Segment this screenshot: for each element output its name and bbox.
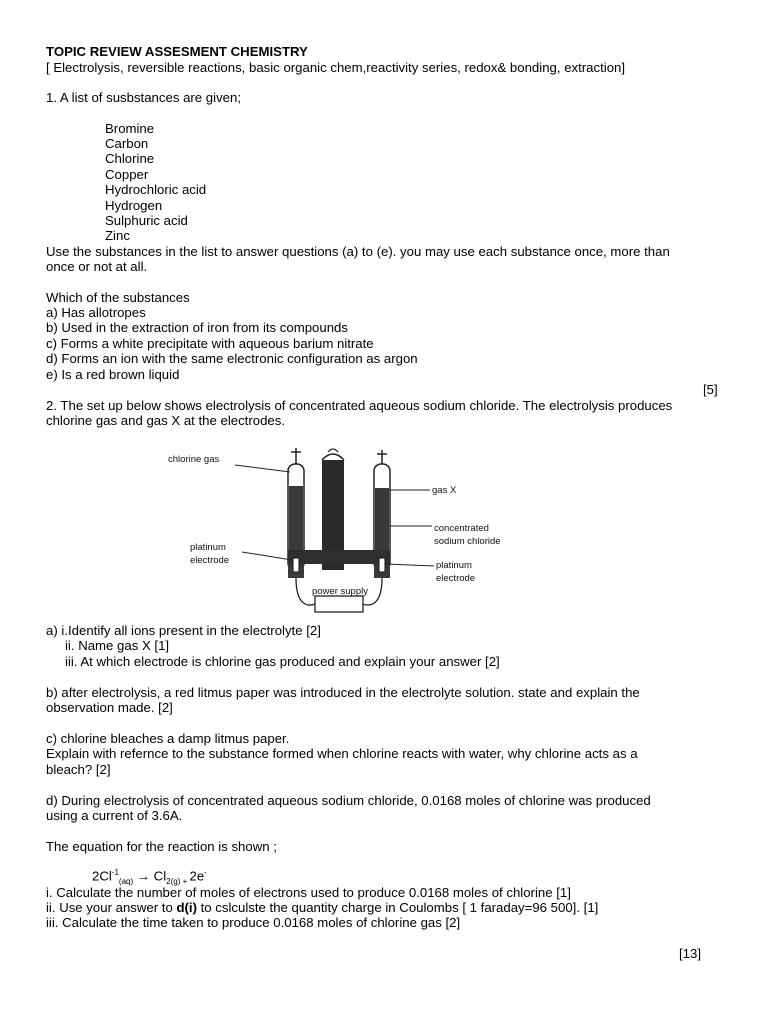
q1-which: Which of the substances bbox=[46, 290, 190, 305]
q1-instruction: once or not at all. bbox=[46, 259, 148, 274]
q2-intro: 2. The set up below shows electrolysis of concentrated aqueous sodium chloride. The electrolysis produces bbox=[46, 398, 673, 413]
right-electrode bbox=[379, 558, 385, 572]
topics-line: [ Electrolysis, reversible reactions, basic organic chem,reactivity series, redox& bonding, extraction] bbox=[46, 60, 626, 75]
gas-x-label: gas X bbox=[432, 485, 457, 496]
q1-part: b) Used in the extraction of iron from its compounds bbox=[46, 320, 348, 335]
platinum-electrode-right-label: platinum bbox=[436, 560, 472, 571]
platinum-electrode-left-label-2: electrode bbox=[190, 555, 230, 566]
substance-item: Hydrogen bbox=[105, 198, 163, 213]
q2-b: observation made. [2] bbox=[46, 700, 173, 715]
electrolysis-apparatus-diagram bbox=[150, 438, 510, 623]
substance-item: Zinc bbox=[105, 228, 130, 243]
substance-item: Chlorine bbox=[105, 151, 155, 166]
q2-d-ii: ii. Use your answer to d(i) to cslculste the quantity charge in Coulombs [ 1 faraday=96 500]. [1] bbox=[46, 900, 599, 915]
q2-b: b) after electrolysis, a red litmus paper was introduced in the electrolyte solution. state and explain the bbox=[46, 685, 640, 700]
substance-item: Sulphuric acid bbox=[105, 213, 188, 228]
q2-intro: chlorine gas and gas X at the electrodes. bbox=[46, 413, 285, 428]
substance-item: Copper bbox=[105, 167, 149, 182]
q1-part: d) Forms an ion with the same electronic configuration as argon bbox=[46, 351, 418, 366]
substance-item: Carbon bbox=[105, 136, 149, 151]
q1-marks: [5] bbox=[703, 382, 718, 397]
substance-item: Bromine bbox=[105, 121, 155, 136]
q2-d-iii: iii. Calculate the time taken to produce 0.0168 moles of chlorine gas [2] bbox=[46, 915, 461, 930]
q2-d-i: i. Calculate the number of moles of electrons used to produce 0.0168 moles of chlorine [1] bbox=[46, 885, 571, 900]
q1-part: e) Is a red brown liquid bbox=[46, 367, 180, 382]
q2-d: using a current of 3.6A. bbox=[46, 808, 183, 823]
q2-a-iii: iii. At which electrode is chlorine gas produced and explain your answer [2] bbox=[65, 654, 500, 669]
power-supply-label: power supply bbox=[312, 586, 368, 597]
q2-d: d) During electrolysis of concentrated aqueous sodium chloride, 0.0168 moles of chlorine was produced bbox=[46, 793, 651, 808]
q1-part: c) Forms a white precipitate with aqueous barium nitrate bbox=[46, 336, 374, 351]
q2-a-ii: ii. Name gas X [1] bbox=[65, 638, 170, 653]
power-supply-box bbox=[315, 596, 363, 612]
sodium-chloride-label: sodium chloride bbox=[434, 536, 501, 547]
q2-c: c) chlorine bleaches a damp litmus paper. bbox=[46, 731, 290, 746]
q1-part: a) Has allotropes bbox=[46, 305, 146, 320]
q2-c: bleach? [2] bbox=[46, 762, 111, 777]
q2-marks: [13] bbox=[679, 946, 701, 961]
q1-intro: 1. A list of susbstances are given; bbox=[46, 90, 241, 105]
chlorine-gas-label: chlorine gas bbox=[168, 454, 220, 465]
left-electrode bbox=[293, 558, 299, 572]
reaction-equation: $2Cl^{-1}_{(aq)} \to Cl_{2(g) +}$ 2e- bbox=[92, 868, 207, 887]
q2-c: Explain with refernce to the substance formed when chlorine reacts with water, why chlorine acts as a bbox=[46, 746, 638, 761]
substance-item: Hydrochloric acid bbox=[105, 182, 207, 197]
q1-instruction: Use the substances in the list to answer questions (a) to (e). you may use each substance once, more than bbox=[46, 244, 670, 259]
page-title: TOPIC REVIEW ASSESMENT CHEMISTRY bbox=[46, 44, 308, 59]
concentrated-label: concentrated bbox=[434, 523, 489, 534]
connecting-channel bbox=[288, 550, 390, 564]
platinum-electrode-right-label-2: electrode bbox=[436, 573, 476, 584]
q2-a-i: a) i.Identify all ions present in the electrolyte [2] bbox=[46, 623, 321, 638]
equation-intro: The equation for the reaction is shown ; bbox=[46, 839, 277, 854]
platinum-electrode-left-label: platinum bbox=[190, 542, 226, 553]
